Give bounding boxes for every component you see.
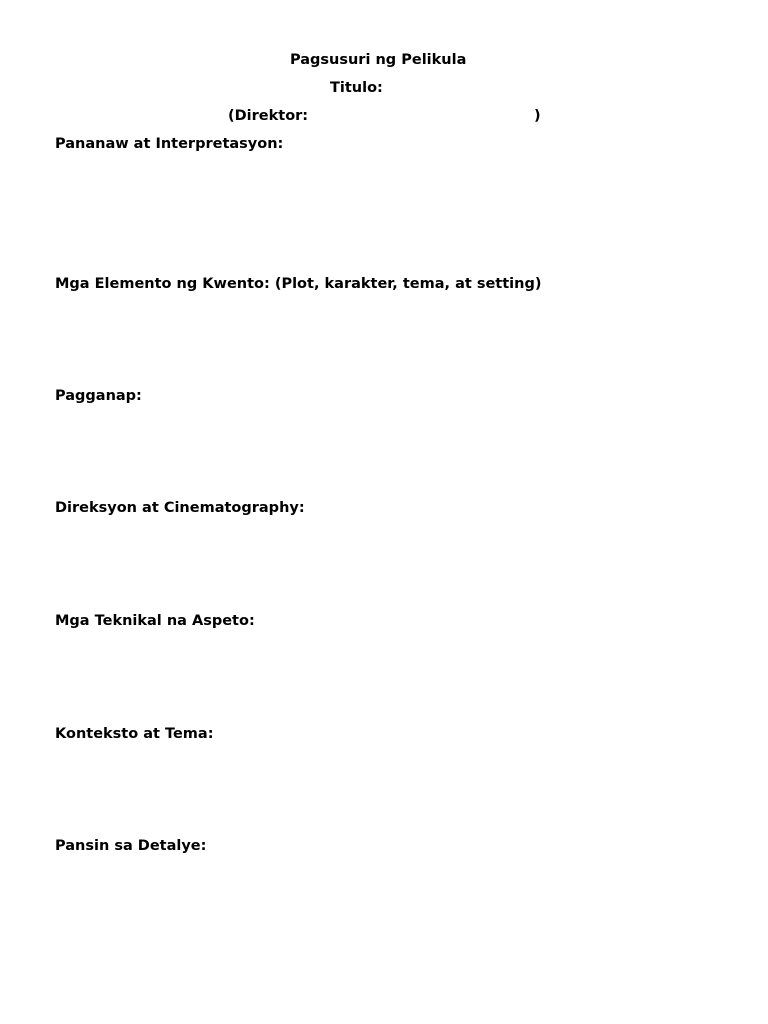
section-heading-elemento: Mga Elemento ng Kwento: (Plot, karakter, tema, at setting) bbox=[55, 276, 542, 292]
section-heading-direksyon: Direksyon at Cinematography: bbox=[55, 500, 305, 516]
document-title: Pagsusuri ng Pelikula bbox=[290, 52, 467, 68]
section-heading-pagganap: Pagganap: bbox=[55, 388, 142, 404]
titulo-label: Titulo: bbox=[330, 80, 383, 96]
section-heading-pananaw: Pananaw at Interpretasyon: bbox=[55, 136, 284, 152]
section-heading-pansin: Pansin sa Detalye: bbox=[55, 838, 207, 854]
section-heading-konteksto: Konteksto at Tema: bbox=[55, 726, 214, 742]
section-heading-teknikal: Mga Teknikal na Aspeto: bbox=[55, 613, 255, 629]
direktor-label: (Direktor: bbox=[228, 108, 309, 124]
direktor-close-paren: ) bbox=[534, 108, 541, 124]
